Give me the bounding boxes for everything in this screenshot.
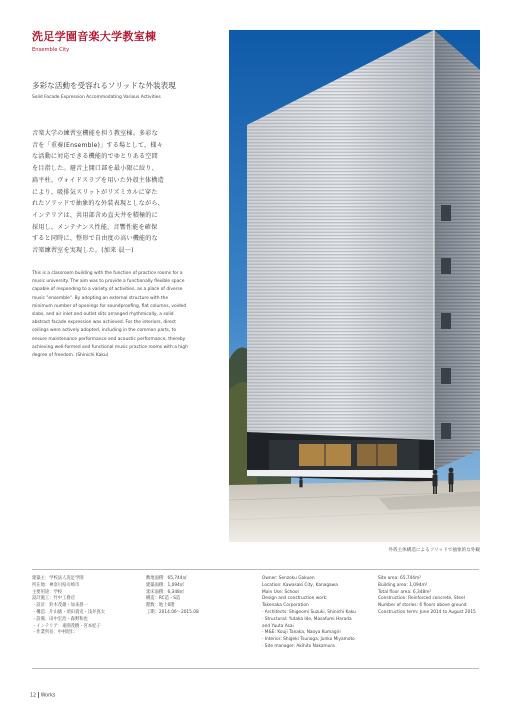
spec-line: Location: Kawasaki City, Kanagawa bbox=[262, 582, 338, 588]
spec-line: 建築面積：1,094㎡ bbox=[146, 582, 185, 588]
spec-line: · M&E: Kouji Tanaka, Naoya Kumagiri bbox=[262, 630, 341, 636]
description-en-line: capable of responding to a variety of activities, as a place of diverse bbox=[32, 287, 183, 293]
specs-jp-col2 bbox=[146, 576, 199, 617]
spec-line: and Yuuta Asai bbox=[262, 623, 294, 629]
spec-line: · Structural: Yutaka Ide, Masafumi Harada bbox=[262, 616, 352, 622]
specs-en-col4 bbox=[378, 576, 476, 617]
description-jp-line: 扁平柱、ヴォイドスラブを用いた外殻主体構造 bbox=[32, 176, 164, 184]
description-en bbox=[32, 270, 210, 360]
description-jp-line: により、吸排気スリットがリズミカルに穿た bbox=[32, 188, 158, 196]
spec-line: Takenaka Corporation bbox=[262, 603, 309, 609]
page-number: 12 bbox=[30, 693, 37, 699]
subheading-block bbox=[32, 80, 232, 100]
spec-line: Number of stories: 6 floors above ground bbox=[378, 603, 467, 609]
description-en-line: degree of freedom. (Shinichi Kaku) bbox=[32, 353, 109, 359]
description-jp-line: れたソリッドで抽象的な外装表現としながら、 bbox=[32, 200, 164, 208]
page-title-en: Ensemble City bbox=[32, 47, 70, 53]
description-jp-line: 採用し、メンテナンス性能、音響性能を確保 bbox=[32, 223, 158, 231]
spec-line: ・作業所長：中村昭仁 bbox=[32, 630, 75, 636]
spec-line: 延床面積：6,348㎡ bbox=[146, 589, 185, 595]
spec-line: Construction term: June 2014 to August 2015 bbox=[378, 609, 476, 615]
description-jp-line: な活動に対応できる機能的でゆとりある空間 bbox=[32, 153, 158, 161]
description-jp-line: 音楽練習室を実現した。(加来 晨一) bbox=[32, 247, 134, 255]
footer-separator bbox=[38, 692, 39, 698]
description-en-line: music university. The aim was to provide a functionally flexible space bbox=[32, 279, 185, 285]
divider bbox=[32, 668, 479, 669]
spec-line: 構造：RC造・S造 bbox=[146, 596, 181, 602]
description-en-line: abstract facade expression was achieved. For the interiors, direct bbox=[32, 320, 176, 326]
spec-line: Owner: Senzoku Gakuen bbox=[262, 576, 315, 581]
description-en-line: minimum number of openings for soundproofing, flat columns, voided bbox=[32, 303, 187, 309]
spec-line: Construction: Reinforced concrete, Steel bbox=[378, 596, 465, 602]
divider bbox=[32, 569, 479, 570]
spec-line: · Architects: Shigeomi Suzuki, Shinichi Kaku bbox=[262, 609, 356, 615]
photo-caption: 外殻主体構造によるソリッドで抽象的な外観 bbox=[388, 548, 480, 553]
spec-line: 工期：2014.06〜2015.08 bbox=[146, 609, 199, 615]
description-en-line: music "ensemble". By adopting an external structure with the bbox=[32, 295, 169, 301]
description-en-line: ensure maintenance performance and acoustic performance, thereby bbox=[32, 336, 186, 342]
section-label: Works bbox=[40, 693, 56, 699]
title-block bbox=[32, 30, 262, 53]
specs-jp-col1 bbox=[32, 576, 105, 637]
description-jp-line: インテリアは、共用部含め直天井を積極的に bbox=[32, 211, 158, 219]
subheading-en: Solid Facade Expression Accommodating Various Activities bbox=[32, 95, 161, 100]
spec-line: Design and construction work: bbox=[262, 596, 328, 602]
spec-line: Total floor area: 6,348m² bbox=[378, 589, 432, 595]
page-footer bbox=[30, 692, 55, 699]
spec-line: ・設備：田中宏治・森野和也 bbox=[32, 616, 88, 622]
subheading: 多彩な活動を受容れるソリッドな外装表現 bbox=[32, 81, 176, 90]
description-jp-line: 音を「重奏(Ensemble)」する場として、様々 bbox=[32, 141, 163, 149]
description-jp bbox=[32, 128, 202, 257]
spec-line: 設計施工：竹中工務店 bbox=[32, 596, 75, 602]
spec-line: 所在地：神奈川県川崎市 bbox=[32, 582, 80, 588]
spec-line: · Site manager: Akihito Nakamura bbox=[262, 643, 335, 649]
description-en-line: achieving well-formed and functional music practice rooms with a high bbox=[32, 344, 188, 350]
page-title: 洗足学園音楽大学教室棟 bbox=[32, 30, 157, 43]
description-jp-line: 音楽大学の練習室機能を担う教室棟。多彩な bbox=[32, 130, 158, 137]
description-en-line: This is a classroom building with the function of practice rooms for a bbox=[32, 271, 183, 276]
specs-en-col3 bbox=[262, 576, 356, 651]
spec-line: ・構造：片山徳・須田貴史・浅井真太 bbox=[32, 609, 106, 615]
spec-line: · Interior: Shigeki Tsunoga, Junko Miyamoto bbox=[262, 637, 355, 643]
spec-line: Building area: 1,094m² bbox=[378, 582, 428, 588]
description-en-line: ceilings were actively adopted, including in the common parts, to bbox=[32, 328, 177, 334]
description-en-line: slabs, and air inlet and outlet slits arranged rhythmically, a solid bbox=[32, 312, 174, 318]
spec-line: 階数：地上6階 bbox=[146, 603, 175, 609]
spec-line: Main Use: School bbox=[262, 589, 299, 595]
spec-line: ・インテリア：東園茂樹・宮本紀子 bbox=[32, 623, 101, 629]
description-jp-line: を目指した。避音上開口部を最小限に絞り、 bbox=[32, 165, 158, 173]
building-photo bbox=[229, 30, 480, 542]
spec-line: Site area: 65,744m² bbox=[378, 576, 421, 581]
description-jp-line: すると同時に、整形で自由度の高い機能的な bbox=[32, 235, 158, 243]
spec-line: 敷地面積：65,744㎡ bbox=[146, 576, 187, 581]
spec-line: 主要用途：学校 bbox=[32, 589, 63, 595]
spec-line: ・設計：鈴木茂雄・加来晨一 bbox=[32, 603, 88, 609]
spec-line: 建築主：学校法人洗足学園 bbox=[32, 576, 84, 581]
